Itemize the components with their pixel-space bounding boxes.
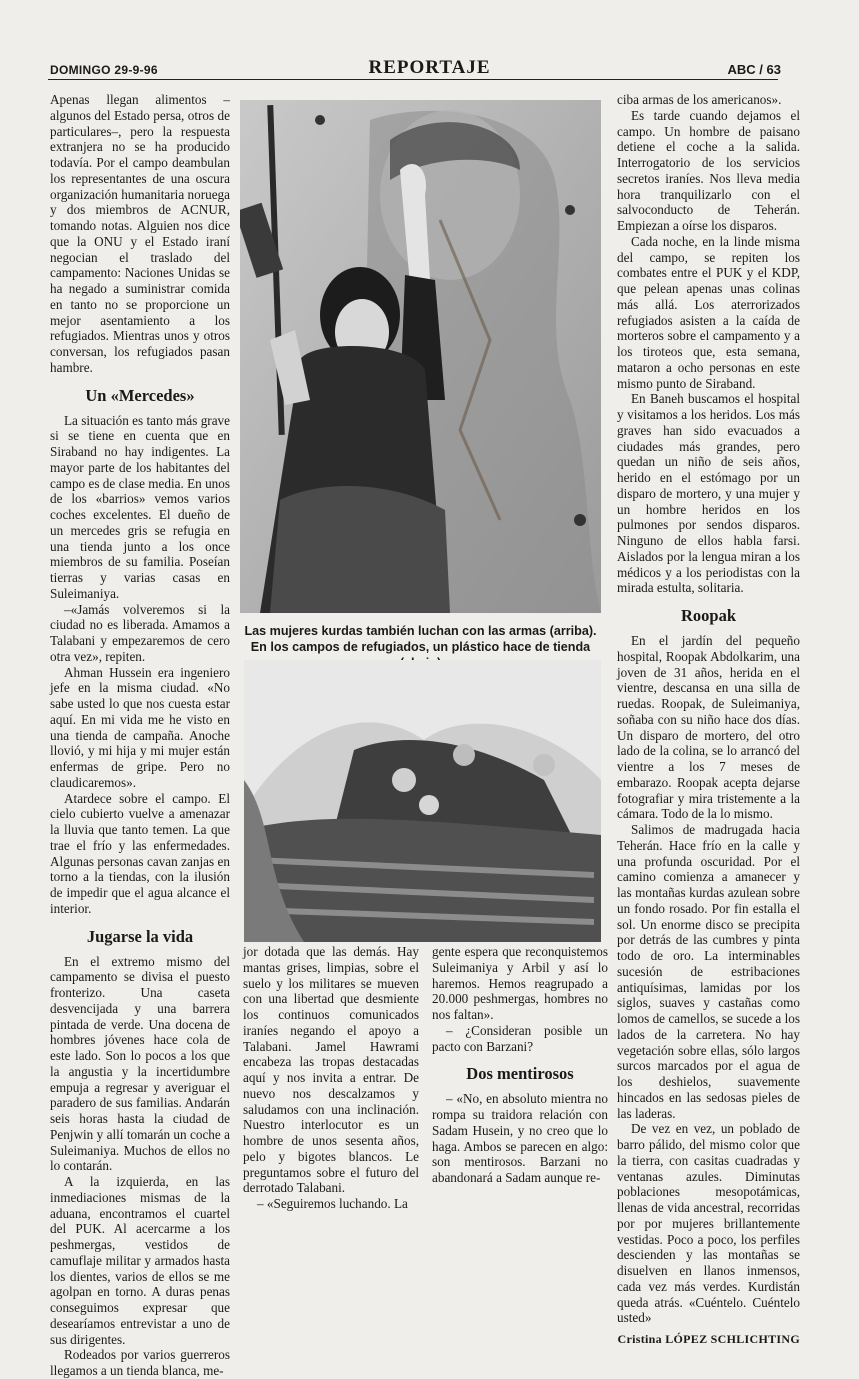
- column-2-bottom: [243, 944, 419, 1212]
- paragraph: Rodeados por varios guerreros llegamos a un tienda blanca, me-: [50, 1347, 230, 1378]
- paragraph: En Baneh buscamos el hospital y visitamos a los heridos. Los más graves han sido evacuados a ciudades más grandes, pero quedan un niño de seis años, herido en el estómago por un disparo de mortero, y una mujer y un hombre heridos en los pulmones por sendos disparos. Ninguno de ellos habla farsi. Aislados por la lengua miran a los médicos y a los periodistas con la mirada estulta, solitaria.: [617, 391, 800, 596]
- paragraph: – «No, en absoluto mientra no rompa su traidora relación con Sadam Husein, y no creo que lo haga. Ambos se parecen en algo: son mentirosos. Barzani no abandonará a Sadam aunque re-: [432, 1091, 608, 1185]
- paragraph: Salimos de madrugada hacia Teherán. Hace frío en la calle y una profunda oscuridad. Por el camino comienza a amanecer y las montañas kurdas azulean sobre un fondo rosado. Por fin estalla el sol. Un enorme disco se precipita por detrás de las cumbres y pinta todo de oro. La interminables sucesión de estribaciones antiquísimas, lamidas por los siglos, suaves y castañas como lomos de camellos, se sucede a los lados de la carretera. No hay vegetación sobre ellas, sólo largos surcos marcados por el agua de los deshielos, suavemente hincados en las sedosas pieles de las laderas.: [617, 822, 800, 1121]
- header-date: DOMINGO 29-9-96: [50, 63, 158, 77]
- column-4: [617, 92, 800, 1348]
- column-1: [50, 92, 230, 1379]
- subheading-dos-mentirosos: Dos mentirosos: [466, 1064, 574, 1084]
- photo-kurdish-woman: [240, 100, 601, 613]
- subheading-roopak: Roopak: [680, 606, 737, 625]
- paragraph: –«Jamás volveremos si la ciudad no es liberada. Amamos a Talabani y empezaremos de cero otra vez», repiten.: [50, 601, 230, 664]
- author-signature: Cristina LÓPEZ SCHLICHTING: [617, 1332, 800, 1346]
- paragraph: Atardece sobre el campo. El cielo cubierto vuelve a amenazar la lluvia que tanto temen. La que trae el frío y las enfermedades. Algunas personas cavan zanjas en torno a la tiendas, con la ilusión de impedir que el agua alcance el interior.: [50, 790, 230, 916]
- paragraph: A la izquierda, en las inmediaciones mismas de la aduana, encontramos el cuartel del PUK. Al acercarme a los peshmergas, vestidos de camuflaje militar y armados hasta los dientes, varios de ellos se me agolpan en torno. A duras penas conseguimos expresar que desearíamos entrevistar a uno de sus dirigentes.: [50, 1174, 230, 1347]
- paragraph: Ahman Hussein era ingeniero jefe en la misma ciudad. «No sabe usted lo que nos cuesta estar aquí. En mi vida me he visto en una tienda de campaña. Anoche llovió, y mi hija y mi mujer están enfermas de gripe. Pero no claudicaremos».: [50, 664, 230, 790]
- photo-kurdish-woman-image: [240, 100, 601, 613]
- paragraph: gente espera que reconquistemos Suleimaniya y Arbil y así lo haremos. Hemos reagrupado a 20.000 peshmergas, hombres no nos faltan».: [432, 944, 608, 1022]
- column-3-bottom: [432, 944, 608, 1186]
- photo-refugee-tent-image: [244, 660, 601, 942]
- paragraph: En el jardín del pequeño hospital, Roopak Abdolkarim, una joven de 31 años, herida en el vientre, descansa en una silla de ruedas. Roopak, de Suleimaniya, soñaba con su niño hace dos días. Un disparo de mortero, del otro lado de la colina, se lo arrancó del vientre a los 7 meses de embarazo. Roopak acepta dejarse fotografiar y mira tristemente a la cámara. Todo de la lo mismo.: [617, 633, 800, 822]
- paragraph: jor dotada que las demás. Hay mantas grises, limpias, sobre el suelo y los militares se mueven con una libertad que desmiente los continuos comunicados iraníes negando el apoyo a Talabani. Jamel Hawrami encabeza las tropas destacadas aquí y nos invita a entrar. De nuevo nos descalzamos y saludamos con una inclinación. Nuestro interlocutor es un hombre de unos sesenta años, pelo y bigotes blancos. Le preguntamos sobre el futuro del derrotado Talabani.: [243, 944, 419, 1196]
- subheading-mercedes: Un «Mercedes»: [85, 385, 195, 405]
- paragraph: Apenas llegan alimentos –algunos del Estado persa, otros de particulares–, pero la respuesta extranjera no se ha producido todavía. Por el campo deambulan los representantes de una oscura organización humanitaria noruega y dos miembros de ACNUR, tomando notas. Alguien nos dice que la ONU y el Estado iraní negocian el traslado del campamento: Naciones Unidas se ha negado a suministrar comida en tanto no se proporcione un mejor asentamiento a los refugiados. Mientras unos y otros conversan, los refugiados pasan hambre.: [50, 92, 230, 375]
- paragraph: De vez en vez, un poblado de barro pálido, del mismo color que la tierra, con casitas cuadradas y ventanas azules. Diminutas poblaciones mesopotámicas, llenas de vida ancestral, recorridas por por mujeres brillantemente vestidas. Poco a poco, los perfiles descienden y las montañas se disuelven en llanos inmensos, cada vez más verdes. Kurdistán queda atrás. «Cuéntelo. Cuéntelo usted»: [617, 1121, 800, 1326]
- header-rule: [48, 79, 778, 80]
- paragraph: – ¿Consideran posible un pacto con Barzani?: [432, 1022, 608, 1054]
- paragraph: La situación es tanto más grave si se tiene en cuenta que en Siraband no hay indigentes. La mayor parte de los habitantes del campo es de clase media. En unos de los «barrios» vemos varios coches excelentes. El dueño de un mercedes gris se refugia en una tienda junto a los once miembros de su familia. Poseían tierras y varias casas en Suleimaniya.: [50, 412, 230, 601]
- photo-caption: Las mujeres kurdas también luchan con las armas (arriba). En los campos de refugiados, un plástico hace de tienda: [244, 624, 597, 654]
- subheading-jugarse: Jugarse la vida: [86, 926, 194, 946]
- paragraph: ciba armas de los americanos».: [617, 92, 782, 107]
- header-section: REPORTAJE: [368, 57, 491, 78]
- paragraph: En el extremo mismo del campamento se divisa el puesto fronterizo. Una caseta desvencijada y una barrera pintada de verde. Una docena de hombres jóvenes hace cola de este lado. Son lo pocos a los que la angustia y la incertidumbre empuja a regresar y averiguar el paradero de sus familias. Andarán seis horas hasta la ciudad de Penjwin y allí tomarán un coche a Suleimaniya. Muchos de ellos no lo contarán.: [50, 953, 230, 1174]
- paragraph: Es tarde cuando dejamos el campo. Un hombre de paisano detiene el coche a la salida. Interrogatorio de los servicios secretos iraníes. Nos lleva media hora tranquilizarlo con el salvoconducto de Teherán. Empiezan a oírse los disparos.: [617, 107, 800, 233]
- photo-refugee-tent: [244, 660, 601, 942]
- header-page-number: ABC / 63: [727, 62, 781, 77]
- paragraph: Cada noche, en la linde misma del campo, se repiten los combates entre el PUK y el KDP, que pelean apenas unas colinas más allá. Los aterrorizados refugiados asisten a la caída de morteros sobre el campamento y a los tiroteos que, esta semana, mataron a ocho personas en este mismo punto de Siraband.: [617, 233, 800, 391]
- paragraph: – «Seguiremos luchando. La: [257, 1196, 408, 1211]
